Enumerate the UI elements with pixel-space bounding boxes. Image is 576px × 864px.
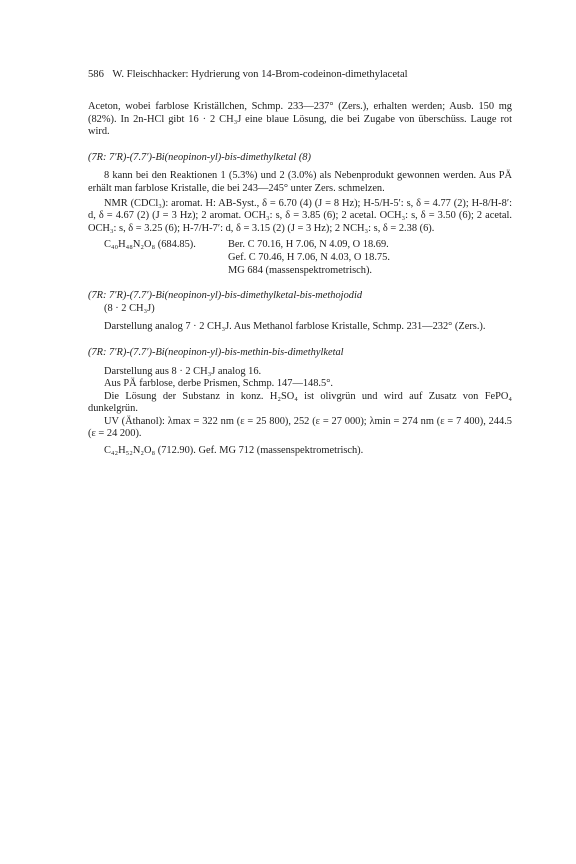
mass-spec: MG 684 (massenspektrometrisch). [228, 264, 372, 276]
elemental-analysis-found [104, 252, 512, 265]
page [88, 68, 512, 458]
mass-spec-line [104, 265, 512, 278]
analysis-found: Gef. C 70.46, H 7.06, N 4.03, O 18.75. [228, 251, 390, 263]
running-title: W. Fleischhacker: Hydrierung von 14-Brom-codeinon-dimethylacetal [112, 69, 408, 80]
section-heading-bis-dimethylketal: (7R: 7′R)-(7.7′)-Bi(neopinon-yl)-bis-dimethylketal (8) [88, 151, 311, 163]
paragraph-darstellung-methojodid: Darstellung analog 7 · 2 CH₃J. Aus Methanol farblose Kristalle, Schmp. 231—232° (Zers.). [104, 321, 486, 333]
page-number: 586 [88, 69, 104, 80]
paragraph-darstellung-methin: Darstellung aus 8 · 2 CH₃J analog 16. [104, 365, 262, 377]
section-heading-methojodid-sub: (8 · 2 CH₃J) [104, 302, 155, 314]
section-heading-methojodid: (7R: 7′R)-(7.7′)-Bi(neopinon-yl)-bis-dimethylketal-bis-methojodid [88, 290, 363, 302]
paragraph-nebenprodukt: 8 kann bei den Reaktionen 1 (5.3%) und 2 (3.0%) als Nebenprodukt gewonnen werden. Aus PÄ erhält man farblose Kristalle, die bei 243—245° unter Zers. schmelzen. [88, 170, 512, 194]
molecular-formula: C₄₀H₄₈N₂O₈ (684.85). [104, 239, 196, 251]
section-heading-methin: (7R: 7′R)-(7.7′)-Bi(neopinon-yl)-bis-methin-bis-dimethylketal [88, 346, 344, 358]
paragraph-loesung: Die Lösung der Substanz in konz. H₂SO₄ ist olivgrün und wird auf Zusatz von FePO₄ dunkelgrün. [88, 390, 512, 415]
paragraph-intro: Aceton, wobei farblose Kriställchen, Schmp. 233—237° (Zers.), erhalten werden; Ausb. 150 mg (82%). In 2n-HCl gibt 16 · 2 CH₃J eine blaue Lösung, die bei Zugabe von überschüss. Lauge rot wird. [88, 101, 512, 138]
analysis-calculated: Ber. C 70.16, H 7.06, N 4.09, O 18.69. [228, 239, 389, 251]
running-header [88, 68, 512, 81]
paragraph-prismen: Aus PÄ farblose, derbe Prismen, Schmp. 147—148.5°. [104, 378, 333, 390]
elemental-analysis-calc [104, 239, 512, 252]
paragraph-nmr: NMR (CDCl₃): aromat. H: AB-Syst., δ = 6.70 (4) (J = 8 Hz); H-5/H-5′: s, δ = 4.77 (2); H-8/H-8′: d, δ = 4.67 (2) (J = 3 Hz); 2 aromat. OCH₃: s, δ = 3.85 (6); 2 acetal. OCH₃: s, δ = 3.50 (6); 2 acetal. OCH₃: s, δ = 3.25 (6); H-7/H-7′: d, δ = 3.15 (2) (J = 3 Hz); 2 NCH₃: s, δ = 2.38 (6). [88, 197, 512, 234]
paragraph-uv: UV (Äthanol): λmax = 322 nm (ε = 25 800), 252 (ε = 27 000); λmin = 274 nm (ε = 7 400), 244.5 (ε = 24 200). [88, 415, 512, 440]
formula-line-methin: C₄₂H₅₂N₂O₈ (712.90). Gef. MG 712 (massenspektrometrisch). [104, 445, 364, 457]
